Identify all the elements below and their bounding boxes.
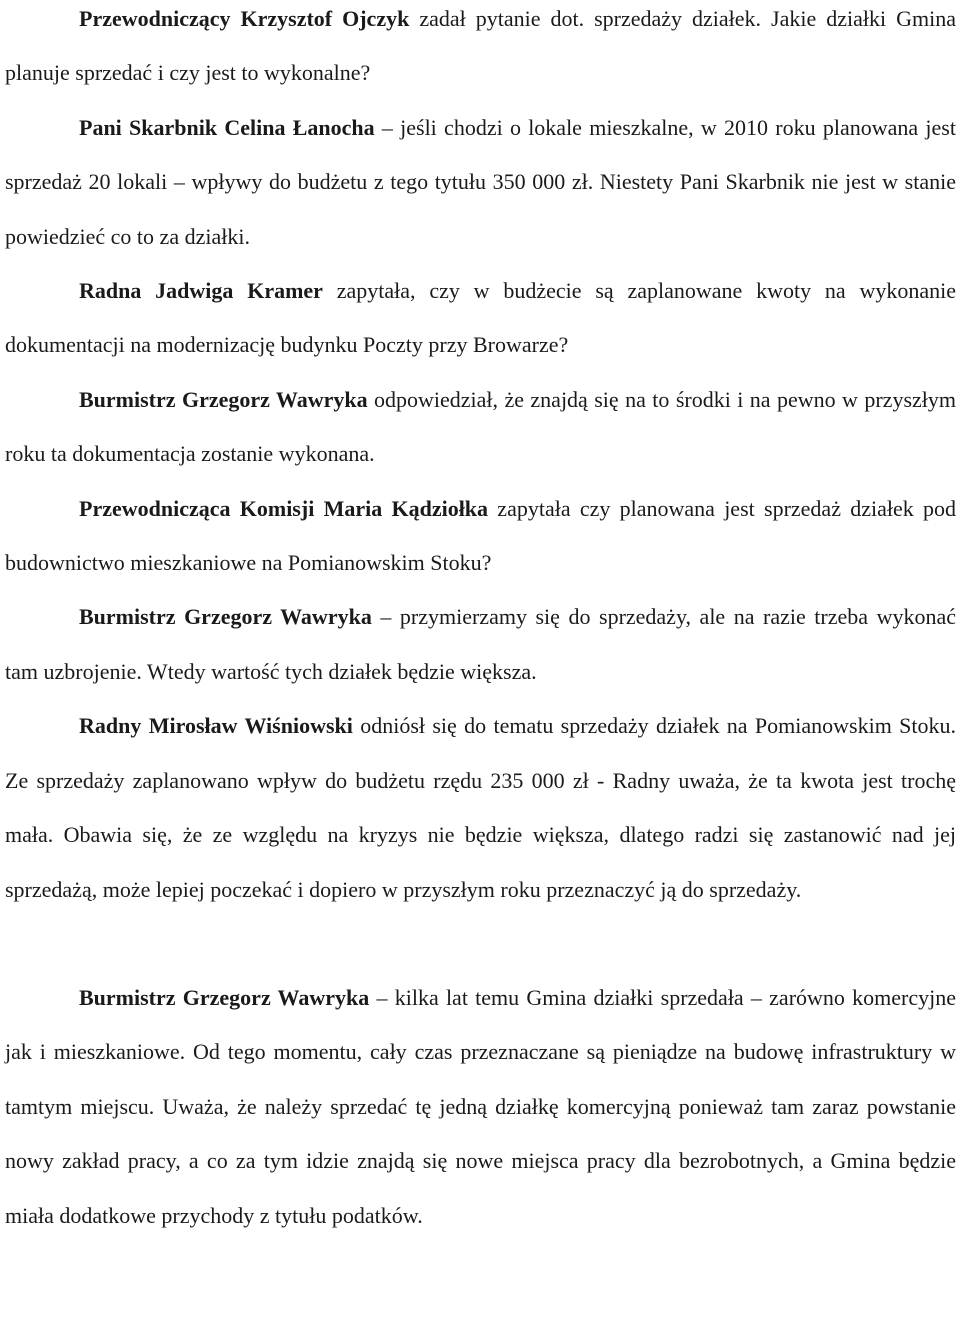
speaker-name: Przewodniczący Krzysztof Ojczyk — [79, 6, 410, 31]
paragraph-wawryka-answer-1 — [5, 373, 956, 482]
paragraph-text: – kilka lat temu Gmina działki sprzedała – zarówno komercyjne jak i mieszkaniowe. Od tego momentu, cały czas przeznaczane są pieniądze na budowę infrastruktury w tamtym miejscu. Uważa, że należy sprzedać tę jedną działkę komercyjną ponieważ tam zaraz powstanie nowy zakład pracy, a co za tym idzie znajdą się nowe miejsca pracy dla bezrobotnych, a Gmina będzie miała dodatkowe przychody z tytułu podatków. — [5, 984, 957, 1228]
paragraph-ojczyk-question — [5, 0, 956, 101]
speaker-name: Przewodnicząca Komisji Maria Kądziołka — [79, 495, 489, 521]
paragraph-text: zadał pytanie dot. sprzedaży działek. Jakie działki Gmina planuje sprzedać i czy jest to wykonalne? — [5, 6, 956, 86]
speaker-name: Burmistrz Grzegorz Wawryka — [79, 984, 370, 1010]
speaker-name: Radna Jadwiga Kramer — [79, 278, 323, 304]
paragraph-wisniowski-comment — [5, 699, 956, 917]
paragraph-text: – przymierzamy się do sprzedaży, ale na razie trzeba wykonać tam uzbrojenie. Wtedy wartość tych działek będzie większa. — [5, 604, 956, 684]
paragraph-wawryka-answer-3 — [5, 971, 956, 1243]
paragraph-skarbnik-answer — [5, 101, 956, 264]
speaker-name: Pani Skarbnik Celina Łanocha — [79, 114, 375, 140]
paragraph-wawryka-answer-2 — [5, 590, 956, 699]
document-page — [5, 0, 956, 1243]
speaker-name: Burmistrz Grzegorz Wawryka — [79, 386, 368, 412]
speaker-name: Radny Mirosław Wiśniowski — [79, 713, 353, 739]
paragraph-text: zapytała, czy w budżecie są zaplanowane kwoty na wykonanie dokumentacji na modernizację budynku Poczty przy Browarze? — [5, 278, 956, 358]
paragraph-text: odniósł się do tematu sprzedaży działek na Pomianowskim Stoku. Ze sprzedaży zaplanowano wpływ do budżetu rzędu 235 000 zł - Radny uważa, że ta kwota jest trochę mała. Obawia się, że ze względu na kryzys nie będzie większa, dlatego radzi się zastanowić nad jej sprzedażą, może lepiej poczekać i dopiero w przyszłym roku przeznaczyć ją do sprzedaży. — [5, 713, 956, 902]
paragraph-text: – jeśli chodzi o lokale mieszkalne, w 2010 roku planowana jest sprzedaż 20 lokali – wpływy do budżetu z tego tytułu 350 000 zł. Niestety Pani Skarbnik nie jest w stanie powiedzieć co to za działki. — [5, 114, 956, 249]
paragraph-text: odpowiedział, że znajdą się na to środki i na pewno w przyszłym roku ta dokumentacja zostanie wykonana. — [5, 386, 956, 467]
paragraph-kadziolka-question — [5, 482, 956, 591]
paragraph-kramer-question — [5, 264, 956, 373]
paragraph-text: zapytała czy planowana jest sprzedaż działek pod budownictwo mieszkaniowe na Pomianowskim Stoku? — [5, 495, 956, 576]
speaker-name: Burmistrz Grzegorz Wawryka — [79, 604, 372, 630]
